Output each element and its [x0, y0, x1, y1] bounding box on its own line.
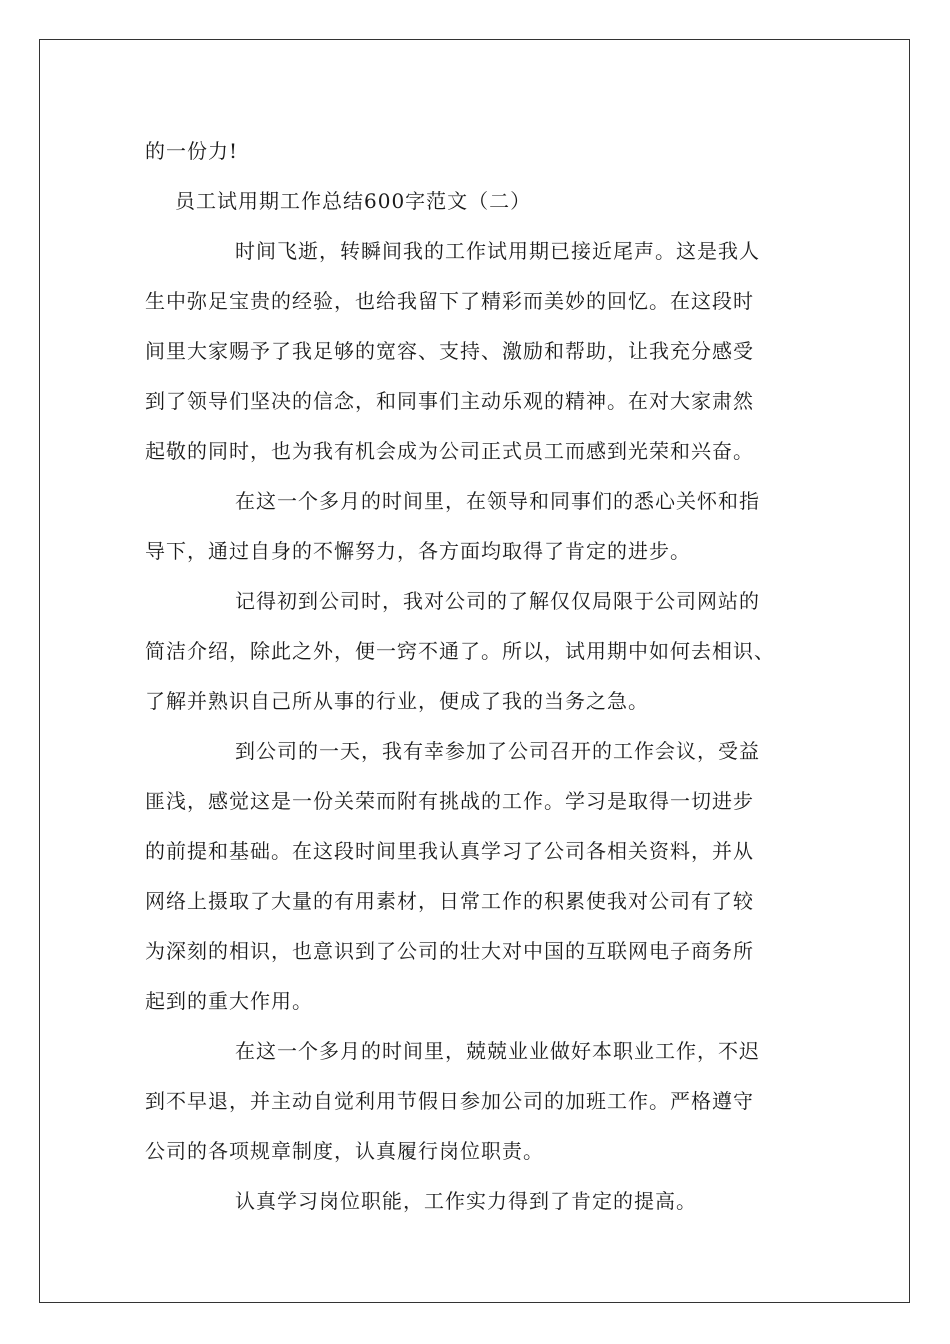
text-line: 了解并熟识自己所从事的行业，便成了我的当务之急。: [145, 689, 649, 713]
paragraph-start: 到公司的一天，我有幸参加了公司召开的工作会议，受益: [235, 739, 760, 763]
text-line: 导下，通过自身的不懈努力，各方面均取得了肯定的进步。: [145, 539, 691, 563]
text-line: 的一份力!: [145, 139, 239, 163]
text-line: 匪浅，感觉这是一份关荣而附有挑战的工作。学习是取得一切进步: [145, 789, 754, 813]
paragraph-start: 记得初到公司时，我对公司的了解仅仅局限于公司网站的: [235, 589, 760, 613]
paragraph-start: 在这一个多月的时间里，在领导和同事们的悉心关怀和指: [235, 489, 760, 513]
text-line: 生中弥足宝贵的经验，也给我留下了精彩而美妙的回忆。在这段时: [145, 289, 754, 313]
text-line: 起到的重大作用。: [145, 989, 313, 1013]
text-line: 的前提和基础。在这段时间里我认真学习了公司各相关资料，并从: [145, 839, 754, 863]
paragraph-start: 认真学习岗位职能，工作实力得到了肯定的提高。: [235, 1189, 697, 1213]
section-heading: 员工试用期工作总结600字范文（二）: [175, 189, 532, 213]
paragraph-start: 在这一个多月的时间里，兢兢业业做好本职业工作，不迟: [235, 1039, 760, 1063]
text-line: 公司的各项规章制度，认真履行岗位职责。: [145, 1139, 544, 1163]
text-line: 到了领导们坚决的信念，和同事们主动乐观的精神。在对大家肃然: [145, 389, 754, 413]
text-line: 简洁介绍，除此之外，便一窍不通了。所以，试用期中如何去相识、: [145, 639, 775, 663]
text-line: 起敬的同时，也为我有机会成为公司正式员工而感到光荣和兴奋。: [145, 439, 754, 463]
text-line: 网络上摄取了大量的有用素材，日常工作的积累使我对公司有了较: [145, 889, 754, 913]
document-body: [145, 126, 813, 1226]
text-line: 间里大家赐予了我足够的宽容、支持、激励和帮助，让我充分感受: [145, 339, 754, 363]
text-line: 到不早退，并主动自觉利用节假日参加公司的加班工作。严格遵守: [145, 1089, 754, 1113]
text-line: 为深刻的相识，也意识到了公司的壮大对中国的互联网电子商务所: [145, 939, 754, 963]
paragraph-start: 时间飞逝，转瞬间我的工作试用期已接近尾声。这是我人: [235, 239, 760, 263]
